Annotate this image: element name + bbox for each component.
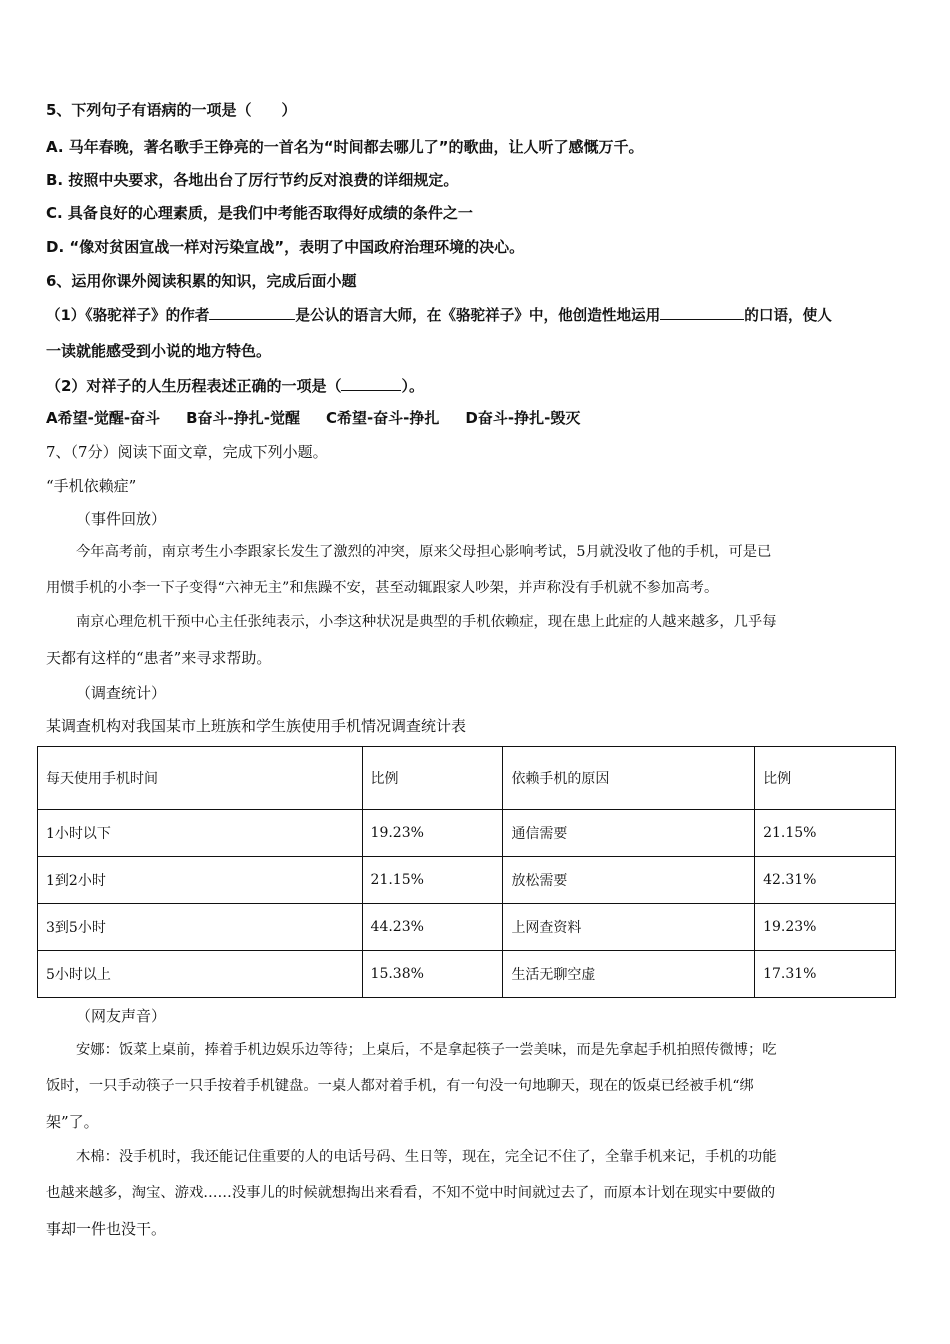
header-reason: 依赖手机的原因 (503, 747, 755, 810)
usage-time-cell: 5小时以上 (38, 951, 363, 998)
survey-table (37, 746, 896, 998)
choice-answer-blank[interactable] (341, 375, 401, 391)
q5-option-a: A. 马年春晚，著名歌手王铮亮的一首名为“时间都去哪儿了”的歌曲，让人听了感慨万千。 (46, 138, 644, 156)
usage-time-cell: 3到5小时 (38, 904, 363, 951)
ratio-cell: 21.15% (362, 857, 503, 904)
q5-option-b: B. 按照中央要求，各地出台了厉行节约反对浪费的详细规定。 (46, 171, 459, 189)
header-usage-time: 每天使用手机时间 (38, 747, 363, 810)
q6-part1-text-c: 的口语，使人 (744, 307, 832, 324)
table-row (38, 857, 896, 904)
reason-cell: 上网查资料 (503, 904, 755, 951)
q6-part2-stem (46, 375, 424, 396)
anna-line1: 安娜：饭菜上桌前，捧着手机边娱乐边等待；上桌后，不是拿起筷子一尝美味，而是先拿起手机拍照传微博；吃 (76, 1042, 777, 1058)
q6-part2-text-b: ）。 (401, 377, 424, 395)
table-row (38, 904, 896, 951)
q6-option-d: D奋斗-挣扎-毁灭 (465, 409, 581, 427)
para2-line2: 天都有这样的“患者”来寻求帮助。 (46, 649, 272, 667)
ratio-cell: 42.31% (755, 857, 896, 904)
author-answer-blank[interactable] (209, 304, 295, 320)
anna-line2: 饭时，一只手动筷子一只手按着手机键盘。一桌人都对着手机，有一句没一句地聊天，现在的饭桌已经被手机“绑 (46, 1078, 754, 1094)
q6-part1-text-a: （1）《骆驼祥子》的作者 (46, 307, 210, 324)
q6-part1-text-b: 是公认的语言大师，在《骆驼祥子》中，他创造性地运用 (295, 307, 661, 324)
ratio-cell: 21.15% (755, 810, 896, 857)
reason-cell: 生活无聊空虚 (503, 951, 755, 998)
section-survey: （调查统计） (76, 684, 167, 702)
article-title: “手机依赖症” (46, 477, 137, 495)
q5-option-c: C. 具备良好的心理素质，是我们中考能否取得好成绩的条件之一 (46, 204, 473, 222)
q6-option-a: A希望-觉醒-奋斗 (46, 409, 161, 427)
ratio-cell: 19.23% (362, 810, 503, 857)
section-event-review: （事件回放） (76, 510, 167, 528)
dialect-answer-blank[interactable] (660, 304, 744, 320)
section-netizen-voices: （网友声音） (76, 1007, 167, 1025)
para1-line2: 用惯手机的小李一下子变得“六神无主”和焦躁不安，甚至动辄跟家人吵架，并声称没有手机就不参加高考。 (46, 580, 719, 596)
q6-part2-text-a: （2）对祥子的人生历程表述正确的一项是（ (46, 377, 342, 395)
q6-option-c: C希望-奋斗-挣扎 (325, 409, 440, 427)
para1-line1: 今年高考前，南京考生小李跟家长发生了激烈的冲突，原来父母担心影响考试，5月就没收了他的手机，可是已 (76, 544, 772, 560)
table-caption: 某调查机构对我国某市上班族和学生族使用手机情况调查统计表 (46, 717, 467, 735)
q6-part1-line2: 一读就能感受到小说的地方特色。 (46, 342, 272, 360)
anna-line3: 架”了。 (46, 1113, 99, 1131)
mumian-line1: 木棉：没手机时，我还能记住重要的人的电话号码、生日等，现在，完全记不住了，全靠手机来记，手机的功能 (76, 1149, 777, 1165)
para2-line1: 南京心理危机干预中心主任张纯表示，小李这种状况是典型的手机依赖症，现在患上此症的人越来越多，几乎每 (76, 614, 777, 630)
q5-option-d: D. “像对贫困宣战一样对污染宣战”，表明了中国政府治理环境的决心。 (46, 238, 525, 256)
table-row (38, 810, 896, 857)
q7-stem: 7、（7分）阅读下面文章，完成下列小题。 (46, 443, 328, 461)
ratio-cell: 15.38% (362, 951, 503, 998)
q6-stem: 6、运用你课外阅读积累的知识，完成后面小题 (46, 272, 357, 290)
mumian-line3: 事却一件也没干。 (46, 1220, 167, 1238)
ratio-cell: 17.31% (755, 951, 896, 998)
reason-cell: 通信需要 (503, 810, 755, 857)
header-ratio-2: 比例 (755, 747, 896, 810)
table-row (38, 951, 896, 998)
q6-part1-line1 (46, 304, 832, 326)
ratio-cell: 44.23% (362, 904, 503, 951)
ratio-cell: 19.23% (755, 904, 896, 951)
header-ratio-1: 比例 (362, 747, 503, 810)
usage-time-cell: 1小时以下 (38, 810, 363, 857)
usage-time-cell: 1到2小时 (38, 857, 363, 904)
q5-stem: 5、下列句子有语病的一项是（ ） (46, 101, 297, 119)
mumian-line2: 也越来越多，淘宝、游戏……没事儿的时候就想掏出来看看，不知不觉中时间就过去了，而原本计划在现实中要做的 (46, 1185, 776, 1201)
table-header-row (38, 747, 896, 810)
reason-cell: 放松需要 (503, 857, 755, 904)
q6-part2-options (46, 408, 606, 428)
q6-option-b: B奋斗-挣扎-觉醒 (186, 409, 300, 427)
